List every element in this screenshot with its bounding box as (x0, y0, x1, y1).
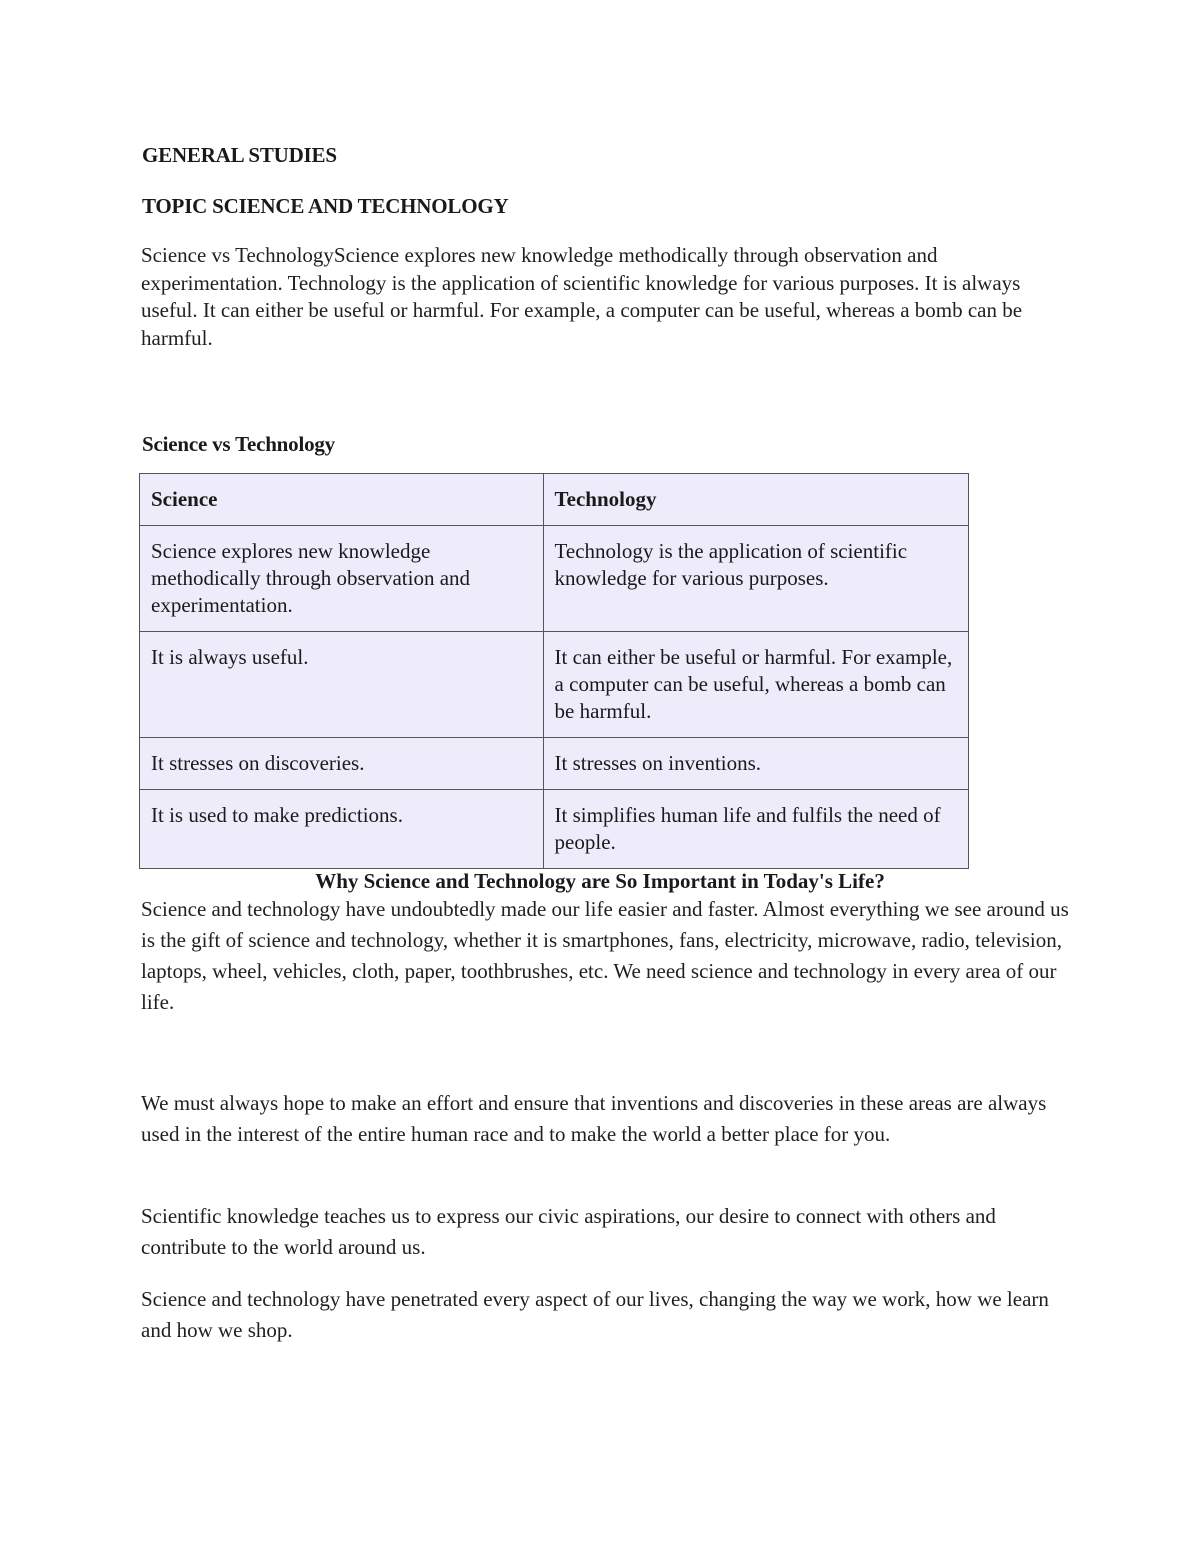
table-cell-science: Science explores new knowledge methodically through observation and experimentation. (140, 526, 544, 632)
table-row (140, 790, 969, 869)
table-cell-technology: It simplifies human life and fulfils the need of people. (543, 790, 968, 869)
table-cell-technology: Technology is the application of scientific knowledge for various purposes. (543, 526, 968, 632)
table-cell-technology: It can either be useful or harmful. For example, a computer can be useful, whereas a bomb can be harmful. (543, 632, 968, 738)
document-title: GENERAL STUDIES (142, 143, 337, 167)
table-caption: Science vs Technology (142, 432, 335, 456)
intro-paragraph: Science vs TechnologyScience explores new knowledge methodically through observation and experimentation. Technology is the application of scientific knowledge for various purposes. It is always useful. It can either be useful or harmful. For example, a computer can be useful, whereas a bomb can be harmful. (141, 243, 1023, 350)
table-row (140, 738, 969, 790)
body-paragraph: We must always hope to make an effort and ensure that inventions and discoveries in these areas are always used in the interest of the entire human race and to make the world a better place for you. (141, 1091, 1047, 1146)
why-paragraph: Science and technology have undoubtedly made our life easier and faster. Almost everything we see around us is the gift of science and technology, whether it is smartphones, fans, electricity, microwave, radio, television, laptops, wheel, vehicles, cloth, paper, toothbrushes, etc. We need science and technology in every area of our life. (141, 897, 1069, 1014)
table-row (140, 632, 969, 738)
header-science: Science (140, 474, 544, 526)
topic-heading: TOPIC SCIENCE AND TECHNOLOGY (142, 194, 509, 218)
comparison-table (139, 473, 969, 869)
table-cell-science: It is always useful. (140, 632, 544, 738)
header-technology: Technology (543, 474, 968, 526)
table-cell-science: It is used to make predictions. (140, 790, 544, 869)
table-row (140, 526, 969, 632)
why-heading: Why Science and Technology are So Important in Today's Life? (315, 869, 885, 893)
table-cell-technology: It stresses on inventions. (543, 738, 968, 790)
table-cell-science: It stresses on discoveries. (140, 738, 544, 790)
table-header-row (140, 474, 969, 526)
body-paragraph: Scientific knowledge teaches us to express our civic aspirations, our desire to connect with others and contribute to the world around us. (141, 1204, 996, 1259)
body-paragraph: Science and technology have penetrated every aspect of our lives, changing the way we work, how we learn and how we shop. (141, 1287, 1049, 1342)
